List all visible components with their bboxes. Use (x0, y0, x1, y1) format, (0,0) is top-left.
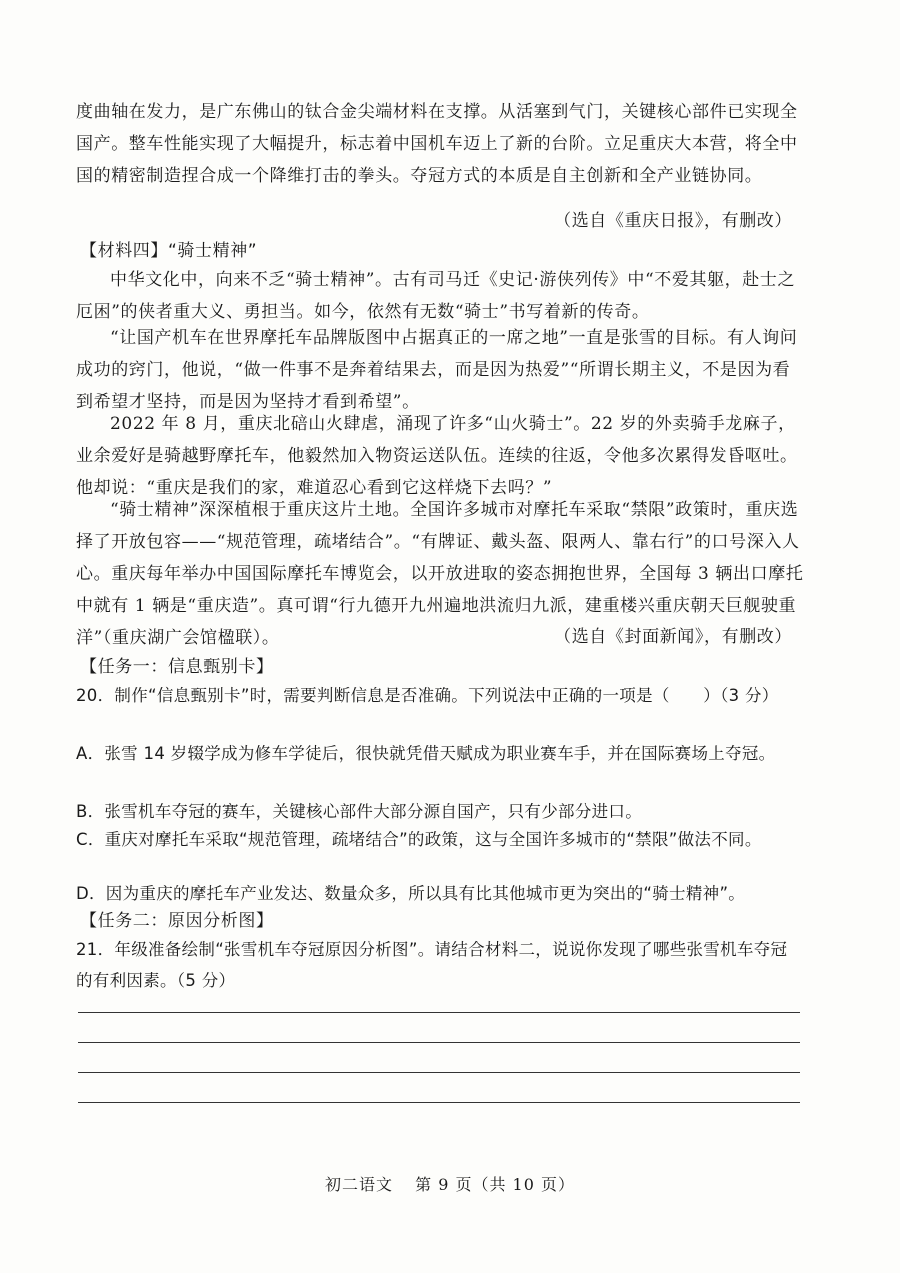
material4-paragraph-3: 2022 年 8 月，重庆北碚山火肆虐，涌现了许多“山火骑士”。22 岁的外卖骑手龙麻子，业余爱好是骑越野摩托车，他毅然加入物资运送队伍。连续的往返，令他多次累得发昏呕吐。他却说：“重庆是我们的家，难道忍心看到它这样烧下去吗？” (76, 414, 798, 498)
question-20-option-c: C．重庆对摩托车采取“规范管理，疏堵结合”的政策，这与全国许多城市的“禁限”做法不同。 (76, 830, 762, 849)
answer-line-2[interactable] (78, 1042, 800, 1043)
task2-heading: 【任务二：原因分析图】 (80, 911, 274, 931)
question-20-option-b: B．张雪机车夺冠的赛车，关键核心部件大部分源自国产，只有少部分进口。 (76, 802, 643, 821)
material4-heading: 【材料四】“骑士精神” (80, 241, 258, 261)
question-21: 21．年级准备绘制“张雪机车夺冠原因分析图”。请结合材料二，说说你发现了哪些张雪机车夺冠的有利因素。（5 分） (76, 940, 788, 990)
page-footer (0, 1172, 900, 1195)
material3-tail-paragraph: 度曲轴在发力，是广东佛山的钛合金尖端材料在支撑。从活塞到气门，关键核心部件已实现全国产。整车性能实现了大幅提升，标志着中国机车迈上了新的台阶。立足重庆大本营，将全中国的精密制造捏合成一个降维打击的拳头。夺冠方式的本质是自主创新和全产业链协同。 (76, 102, 798, 186)
answer-line-1[interactable] (78, 1012, 800, 1013)
material4-paragraph-4: “骑士精神”深深植根于重庆这片土地。全国许多城市对摩托车采取“禁限”政策时，重庆选择了开放包容——“规范管理，疏堵结合”。“有牌证、戴头盔、限两人、靠右行”的口号深入人心。重庆每年举办中国国际摩托车博览会，以开放进取的姿态拥抱世界，全国每 3 辆出口摩托中就有 1 辆是“重庆造”。真可谓“行九德开九州遍地洪流归九派，建重楼兴重庆朝天巨舰驶重洋”（重庆湖广会馆楹联）。 (76, 500, 804, 648)
footer-subject: 初二语文 (325, 1175, 394, 1194)
answer-line-4[interactable] (78, 1102, 800, 1103)
task1-heading: 【任务一：信息甄别卡】 (80, 657, 274, 677)
material3-source: （选自《重庆日报》，有删改） (554, 211, 792, 231)
answer-line-3[interactable] (78, 1072, 800, 1073)
question-20: 20．制作“信息甄别卡”时，需要判断信息是否准确。下列说法中正确的一项是（ ）（3 分） (76, 686, 779, 705)
material4-source: （选自《封面新闻》，有删改） (554, 627, 792, 647)
question-20-option-d: D．因为重庆的摩托车产业发达、数量众多，所以具有比其他城市更为突出的“骑士精神”。 (76, 884, 746, 903)
material4-paragraph-1: 中华文化中，向来不乏“骑士精神”。古有司马迁《史记·游侠列传》中“不爱其躯，赴士之厄困”的侠者重大义、勇担当。如今，依然有无数“骑士”书写着新的传奇。 (76, 270, 796, 322)
material4-paragraph-2: “让国产机车在世界摩托车品牌版图中占据真正的一席之地”一直是张雪的目标。有人询问成功的窍门，他说，“做一件事不是奔着结果去，而是因为热爱”“所谓长期主义，不是因为看到希望才坚持，而是因为坚持才看到希望”。 (76, 328, 798, 412)
footer-page-number: 第 9 页（共 10 页） (415, 1175, 575, 1194)
question-20-option-a: A．张雪 14 岁辍学成为修车学徒后，很快就凭借天赋成为职业赛车手，并在国际赛场上夺冠。 (76, 744, 776, 763)
